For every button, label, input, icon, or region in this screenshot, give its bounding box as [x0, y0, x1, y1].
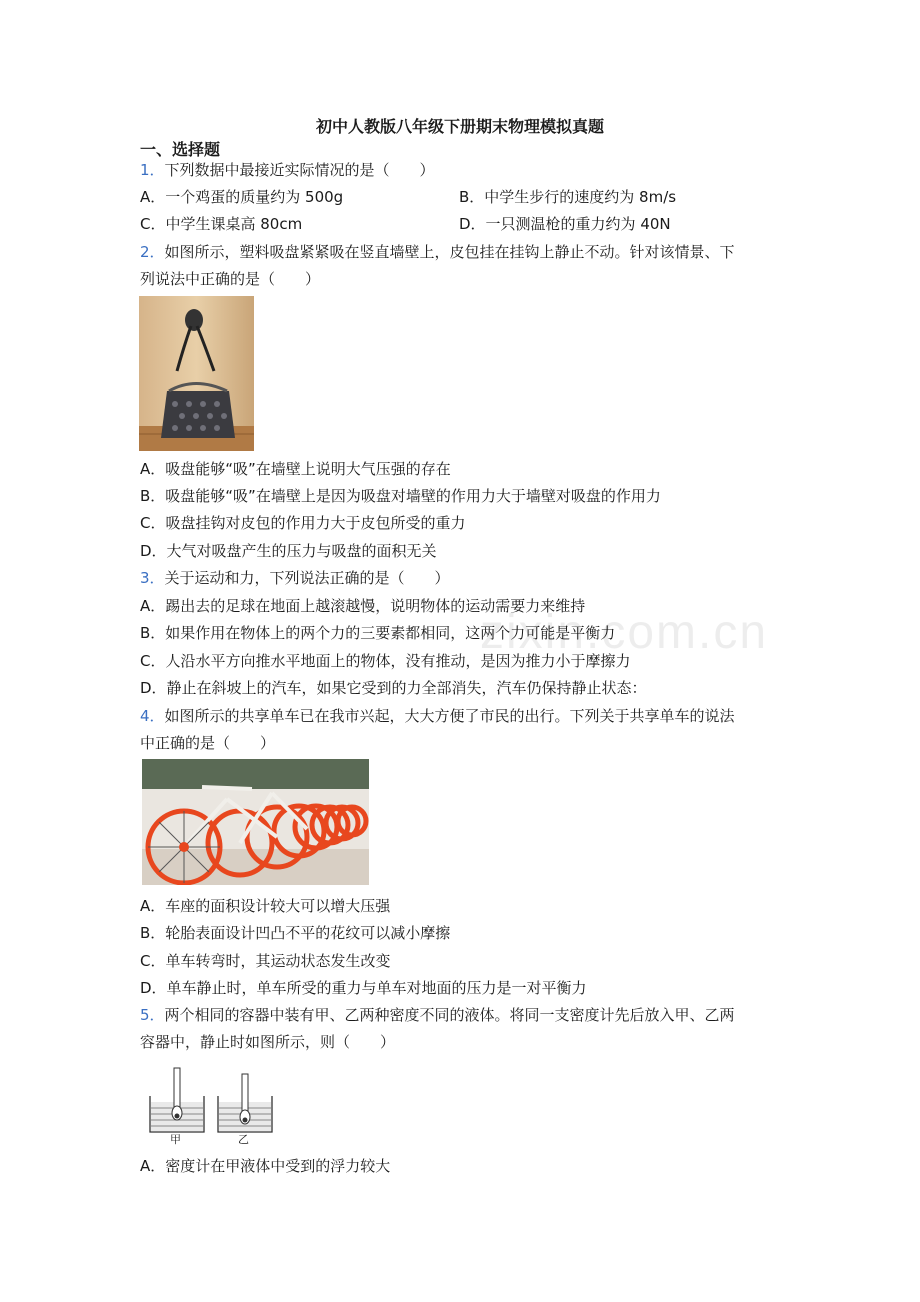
hydrometer-diagram: [148, 1066, 278, 1148]
q3-option-d: D．静止在斜坡上的汽车，如果它受到的力全部消失，汽车仍保持静止状态：: [140, 679, 647, 697]
handbag-photo: [139, 296, 254, 451]
question-5-stem: 5．两个相同的容器中装有甲、乙两种密度不同的液体。将同一支密度计先后放入甲、乙两: [140, 1006, 735, 1024]
label-jia: 甲: [170, 1133, 181, 1146]
question-number: 4．: [140, 707, 165, 725]
q5-option-a: A．密度计在甲液体中受到的浮力较大: [140, 1157, 391, 1175]
q3-option-a: A．踢出去的足球在地面上越滚越慢，说明物体的运动需要力来维持: [140, 597, 586, 615]
label-yi: 乙: [238, 1133, 249, 1146]
question-5-stem-cont: 容器中，静止时如图所示，则（ ）: [140, 1033, 396, 1051]
question-3-stem: 3．关于运动和力，下列说法正确的是（ ）: [140, 569, 450, 587]
q3-option-c: C．人沿水平方向推水平地面上的物体，没有推动，是因为推力小于摩擦力: [140, 652, 631, 670]
q1-option-d: D．一只测温枪的重力约为 40N: [459, 215, 671, 233]
question-2-stem: 2．如图所示，塑料吸盘紧紧吸在竖直墙壁上，皮包挂在挂钩上静止不动。针对该情景、下: [140, 243, 735, 261]
q2-option-d: D．大气对吸盘产生的压力与吸盘的面积无关: [140, 542, 437, 560]
section-heading: 一、选择题: [140, 140, 221, 159]
question-2-stem-cont: 列说法中正确的是（ ）: [140, 270, 321, 288]
question-number: 5．: [140, 1006, 165, 1024]
q2-option-c: C．吸盘挂钩对皮包的作用力大于皮包所受的重力: [140, 514, 466, 532]
q1-option-b: B．中学生步行的速度约为 8m/s: [459, 188, 677, 206]
q4-option-b: B．轮胎表面设计凹凸不平的花纹可以减小摩擦: [140, 924, 451, 942]
q4-option-d: D．单车静止时，单车所受的重力与单车对地面的压力是一对平衡力: [140, 979, 587, 997]
shared-bikes-photo: [142, 759, 369, 885]
q2-option-b: B．吸盘能够“吸”在墙壁上是因为吸盘对墙壁的作用力大于墙壁对吸盘的作用力: [140, 487, 661, 505]
q1-option-c: C．中学生课桌高 80cm: [140, 215, 303, 233]
question-number: 3．: [140, 569, 165, 587]
q2-option-a: A．吸盘能够“吸”在墙壁上说明大气压强的存在: [140, 460, 451, 478]
question-number: 1．: [140, 161, 165, 179]
q1-option-a: A．一个鸡蛋的质量约为 500g: [140, 188, 344, 206]
question-1-stem: 1．下列数据中最接近实际情况的是（ ）: [140, 161, 435, 179]
question-4-stem: 4．如图所示的共享单车已在我市兴起，大大方便了市民的出行。下列关于共享单车的说法: [140, 707, 735, 725]
watermark: zixin.com.cn: [480, 606, 769, 659]
document-title: 初中人教版八年级下册期末物理模拟真题: [315, 117, 604, 136]
question-number: 2．: [140, 243, 165, 261]
q4-option-a: A．车座的面积设计较大可以增大压强: [140, 897, 391, 915]
question-4-stem-cont: 中正确的是（ ）: [140, 734, 276, 752]
q4-option-c: C．单车转弯时，其运动状态发生改变: [140, 952, 391, 970]
q3-option-b: B．如果作用在物体上的两个力的三要素都相同，这两个力可能是平衡力: [140, 624, 616, 642]
